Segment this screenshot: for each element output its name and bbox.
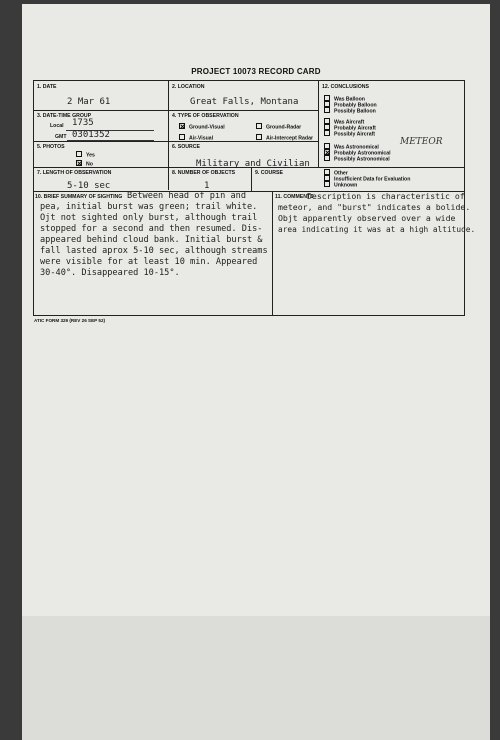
local-value: 1735	[72, 118, 94, 128]
ground-visual-option[interactable]: Ground-Visual	[179, 123, 225, 131]
insufficient-data-option[interactable]: Insufficient Data for Evaluation	[324, 175, 410, 183]
comments-line-1: Description is characteristic of	[307, 191, 465, 201]
length-label: 7. LENGTH OF OBSERVATION	[37, 170, 112, 176]
was-astronomical-option[interactable]: Was Astronomical	[324, 143, 379, 151]
unknown-option[interactable]: Unknown	[324, 181, 357, 189]
summary-line-4: stopped for a second and then resumed. Dis-	[40, 224, 263, 234]
objects-label: 8. NUMBER OF OBJECTS	[172, 170, 236, 176]
checked-box-icon	[76, 160, 82, 166]
objects-value: 1	[204, 181, 210, 191]
possibly-aircraft-option[interactable]: Possibly Aircraft	[324, 130, 375, 138]
was-balloon-option[interactable]: Was Balloon	[324, 95, 365, 103]
summary-line-7: were visible for at least 10 min. Appeared	[40, 257, 258, 267]
photos-yes-option[interactable]: Yes	[76, 151, 95, 159]
location-label: 2. LOCATION	[172, 84, 205, 90]
course-label: 9. COURSE	[255, 170, 283, 176]
photos-no-option[interactable]: No	[76, 160, 93, 168]
checkbox-icon	[324, 181, 330, 187]
possibly-astronomical-option[interactable]: Possibly Astronomical	[324, 155, 390, 163]
observation-type-label: 4. TYPE OF OBSERVATION	[172, 113, 239, 119]
summary-line-1: Between head of pin and	[127, 191, 246, 201]
ground-radar-option[interactable]: Ground-Radar	[256, 123, 301, 131]
conclusions-label: 12. CONCLUSIONS	[322, 84, 369, 90]
comments-line-4: area indicating it was at a high altitude.	[278, 225, 476, 234]
checkbox-icon	[179, 134, 185, 140]
local-label: Local	[50, 123, 64, 129]
checked-box-icon	[179, 123, 185, 129]
summary-line-2: pea, initial burst was green; trail white.	[40, 202, 258, 212]
checkbox-icon	[324, 130, 330, 136]
photos-label: 5. PHOTOS	[37, 144, 65, 150]
checkbox-icon	[324, 155, 330, 161]
summary-line-8: 30-40°. Disappeared 10-15°.	[40, 268, 180, 278]
possibly-balloon-option[interactable]: Possibly Balloon	[324, 107, 376, 115]
air-visual-option[interactable]: Air-Visual	[179, 134, 213, 142]
checkbox-icon	[256, 123, 262, 129]
date-label: 1. DATE	[37, 84, 57, 90]
gmt-value: 0301352	[72, 130, 110, 140]
location-value: Great Falls, Montana	[190, 97, 299, 107]
summary-line-6: fall lasted aprox 5-10 sec, although streams	[40, 246, 268, 256]
probably-aircraft-option[interactable]: Probably Aircraft	[324, 124, 376, 132]
dtg-label: 3. DATE-TIME GROUP	[37, 113, 92, 119]
comments-label: 11. COMMENTS	[275, 194, 314, 200]
source-label: 6. SOURCE	[172, 144, 200, 150]
was-aircraft-option[interactable]: Was Aircraft	[324, 118, 364, 126]
checkbox-icon	[76, 151, 82, 157]
comments-line-3: Objt apparently observed over a wide	[278, 213, 456, 223]
background-sheet	[22, 616, 490, 740]
checkbox-icon	[324, 107, 330, 113]
other-option[interactable]: Other	[324, 169, 348, 177]
source-value: Military and Civilian	[196, 159, 310, 169]
record-card-form	[33, 80, 476, 316]
handwritten-meteor-note: METEOR	[400, 137, 443, 147]
summary-line-5: appeared behind cloud bank. Initial burst &	[40, 235, 263, 245]
length-value: 5-10 sec	[67, 181, 111, 191]
record-card-page	[22, 4, 490, 616]
summary-label: 10. BRIEF SUMMARY OF SIGHTING	[35, 194, 123, 200]
gmt-label: GMT	[55, 134, 67, 140]
comments-line-2: meteor, and "burst" indicates a bolide.	[278, 202, 471, 212]
checkbox-icon	[256, 134, 262, 140]
summary-line-3: Ojt not sighted only burst, although trail	[40, 213, 258, 223]
date-value: 2 Mar 61	[67, 97, 111, 107]
probably-balloon-option[interactable]: Probably Balloon	[324, 101, 377, 109]
card-title: PROJECT 10073 RECORD CARD	[191, 67, 321, 76]
air-intercept-radar-option[interactable]: Air-Intercept Radar	[256, 134, 313, 142]
form-id: ATIC FORM 329 (REV 26 SEP 52)	[34, 318, 106, 323]
probably-astronomical-option[interactable]: Probably Astronomical	[324, 149, 391, 157]
